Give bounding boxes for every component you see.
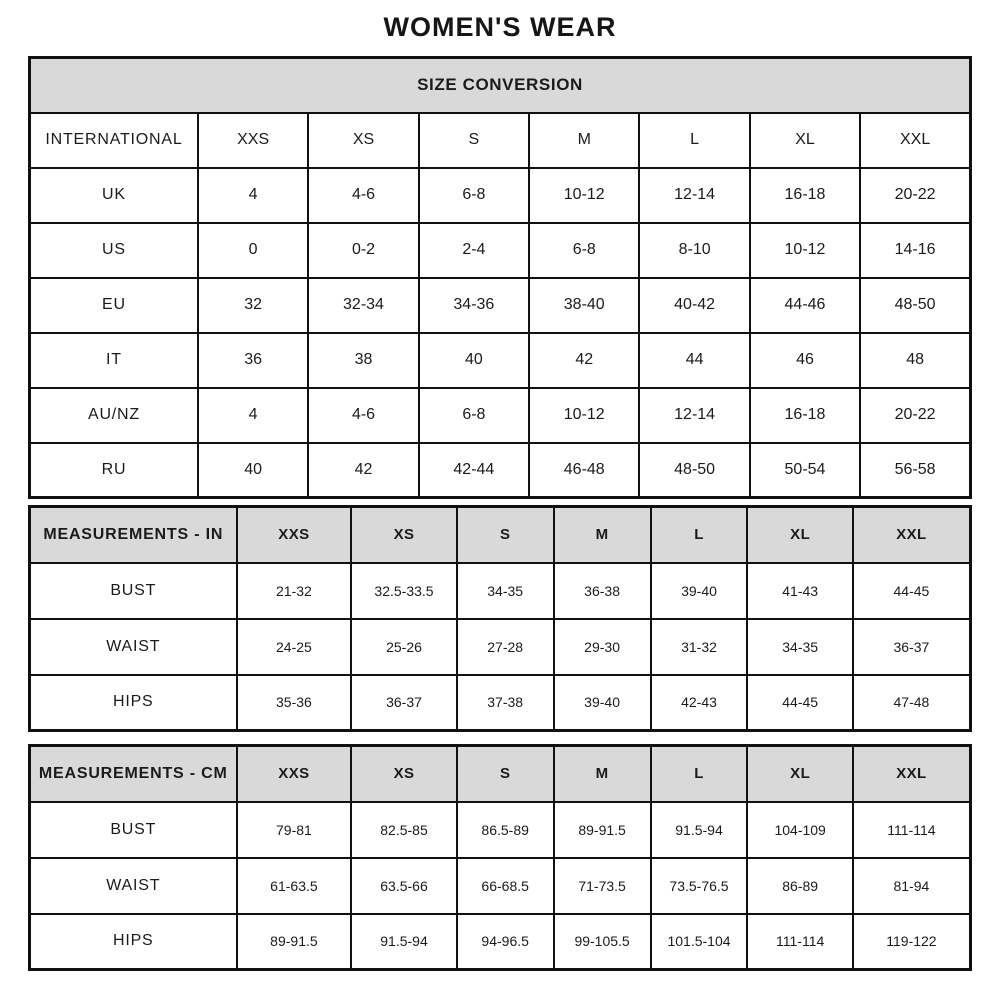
size-header-cell: L: [651, 507, 748, 563]
table-row: [30, 223, 971, 278]
table-row: [30, 675, 971, 731]
measurements-cm-table: [28, 744, 972, 971]
table-cell: 36-37: [351, 675, 456, 731]
table-cell: 12-14: [639, 168, 749, 223]
row-label: HIPS: [30, 914, 237, 970]
table-cell: 32.5-33.5: [351, 563, 456, 619]
table-cell: 4-6: [308, 388, 418, 443]
row-label: US: [30, 223, 198, 278]
table-cell: 10-12: [529, 388, 639, 443]
table-row: [30, 858, 971, 914]
table-row: [30, 507, 971, 563]
table-row: [30, 802, 971, 858]
table-cell: 111-114: [853, 802, 971, 858]
row-label: IT: [30, 333, 198, 388]
table-cell: 4: [198, 168, 308, 223]
table-cell: 25-26: [351, 619, 456, 675]
table-cell: 86.5-89: [457, 802, 554, 858]
table-cell: 0-2: [308, 223, 418, 278]
table-cell: 44: [639, 333, 749, 388]
row-label: BUST: [30, 563, 237, 619]
measurements-in-title: MEASUREMENTS - IN: [30, 507, 237, 563]
table-cell: 31-32: [651, 619, 748, 675]
size-header-cell: XXS: [237, 746, 352, 802]
size-header-cell: XS: [351, 746, 456, 802]
table-row: [30, 333, 971, 388]
size-conversion-table: [28, 56, 972, 499]
table-cell: 36-38: [554, 563, 651, 619]
table-cell: 32-34: [308, 278, 418, 333]
table-cell: 32: [198, 278, 308, 333]
table-cell: 63.5-66: [351, 858, 456, 914]
table-cell: 41-43: [747, 563, 852, 619]
table-cell: 6-8: [419, 388, 529, 443]
row-label: WAIST: [30, 858, 237, 914]
size-header-cell: XS: [308, 113, 418, 168]
table-cell: 27-28: [457, 619, 554, 675]
table-cell: 39-40: [651, 563, 748, 619]
table-row: [30, 168, 971, 223]
table-cell: 47-48: [853, 675, 971, 731]
row-label: BUST: [30, 802, 237, 858]
table-row: [30, 619, 971, 675]
table-cell: 12-14: [639, 388, 749, 443]
table-cell: 50-54: [750, 443, 860, 498]
table-cell: 14-16: [860, 223, 970, 278]
table-cell: 6-8: [529, 223, 639, 278]
table-cell: 48-50: [639, 443, 749, 498]
table-cell: 2-4: [419, 223, 529, 278]
table-cell: 89-91.5: [237, 914, 352, 970]
table-cell: 99-105.5: [554, 914, 651, 970]
table-cell: 8-10: [639, 223, 749, 278]
row-label: RU: [30, 443, 198, 498]
table-cell: 89-91.5: [554, 802, 651, 858]
table-cell: 37-38: [457, 675, 554, 731]
table-cell: 10-12: [529, 168, 639, 223]
table-cell: 39-40: [554, 675, 651, 731]
table-cell: 10-12: [750, 223, 860, 278]
table-cell: 38: [308, 333, 418, 388]
size-header-cell: S: [457, 507, 554, 563]
table-cell: 61-63.5: [237, 858, 352, 914]
size-conversion-title: SIZE CONVERSION: [30, 58, 971, 113]
measurements-cm-title: MEASUREMENTS - CM: [30, 746, 237, 802]
table-cell: 34-35: [747, 619, 852, 675]
row-label: AU/NZ: [30, 388, 198, 443]
table-row: [30, 563, 971, 619]
row-label: INTERNATIONAL: [30, 113, 198, 168]
table-row: [30, 443, 971, 498]
table-cell: 40-42: [639, 278, 749, 333]
table-cell: 36-37: [853, 619, 971, 675]
table-cell: 21-32: [237, 563, 352, 619]
table-cell: 71-73.5: [554, 858, 651, 914]
table-cell: 34-36: [419, 278, 529, 333]
table-cell: 44-46: [750, 278, 860, 333]
table-cell: 91.5-94: [651, 802, 748, 858]
table-cell: 35-36: [237, 675, 352, 731]
size-header-cell: XXS: [237, 507, 352, 563]
table-cell: 73.5-76.5: [651, 858, 748, 914]
table-row: [30, 914, 971, 970]
table-cell: 40: [198, 443, 308, 498]
table-row: [30, 388, 971, 443]
row-label: WAIST: [30, 619, 237, 675]
table-cell: 42: [529, 333, 639, 388]
table-cell: 16-18: [750, 168, 860, 223]
table-cell: 86-89: [747, 858, 852, 914]
table-cell: 42-44: [419, 443, 529, 498]
table-cell: 6-8: [419, 168, 529, 223]
table-cell: 36: [198, 333, 308, 388]
table-cell: 79-81: [237, 802, 352, 858]
table-cell: 20-22: [860, 388, 970, 443]
size-header-cell: XS: [351, 507, 456, 563]
table-row: [30, 58, 971, 113]
table-cell: 29-30: [554, 619, 651, 675]
size-header-cell: M: [554, 507, 651, 563]
size-header-cell: XXL: [860, 113, 970, 168]
row-label: UK: [30, 168, 198, 223]
table-cell: 44-45: [853, 563, 971, 619]
table-cell: 111-114: [747, 914, 852, 970]
table-row: [30, 113, 971, 168]
measurements-in-table: [28, 505, 972, 732]
table-cell: 48: [860, 333, 970, 388]
table-cell: 44-45: [747, 675, 852, 731]
size-header-cell: XXL: [853, 746, 971, 802]
table-cell: 56-58: [860, 443, 970, 498]
table-cell: 48-50: [860, 278, 970, 333]
size-header-cell: L: [639, 113, 749, 168]
table-cell: 16-18: [750, 388, 860, 443]
size-header-cell: XXL: [853, 507, 971, 563]
table-cell: 38-40: [529, 278, 639, 333]
table-cell: 94-96.5: [457, 914, 554, 970]
table-cell: 0: [198, 223, 308, 278]
size-header-cell: L: [651, 746, 748, 802]
table-cell: 46: [750, 333, 860, 388]
table-cell: 24-25: [237, 619, 352, 675]
table-cell: 4-6: [308, 168, 418, 223]
table-row: [30, 746, 971, 802]
size-header-cell: M: [554, 746, 651, 802]
row-label: EU: [30, 278, 198, 333]
size-header-cell: M: [529, 113, 639, 168]
row-label: HIPS: [30, 675, 237, 731]
size-header-cell: XL: [750, 113, 860, 168]
size-header-cell: XL: [747, 746, 852, 802]
table-row: [30, 278, 971, 333]
table-cell: 101.5-104: [651, 914, 748, 970]
size-header-cell: XL: [747, 507, 852, 563]
table-cell: 4: [198, 388, 308, 443]
table-cell: 40: [419, 333, 529, 388]
table-cell: 46-48: [529, 443, 639, 498]
table-cell: 119-122: [853, 914, 971, 970]
page-title: WOMEN'S WEAR: [383, 12, 617, 42]
table-cell: 20-22: [860, 168, 970, 223]
size-header-cell: S: [419, 113, 529, 168]
size-header-cell: XXS: [198, 113, 308, 168]
table-cell: 104-109: [747, 802, 852, 858]
table-cell: 42-43: [651, 675, 748, 731]
size-header-cell: S: [457, 746, 554, 802]
table-cell: 91.5-94: [351, 914, 456, 970]
table-cell: 82.5-85: [351, 802, 456, 858]
table-cell: 34-35: [457, 563, 554, 619]
table-cell: 81-94: [853, 858, 971, 914]
table-cell: 42: [308, 443, 418, 498]
table-cell: 66-68.5: [457, 858, 554, 914]
